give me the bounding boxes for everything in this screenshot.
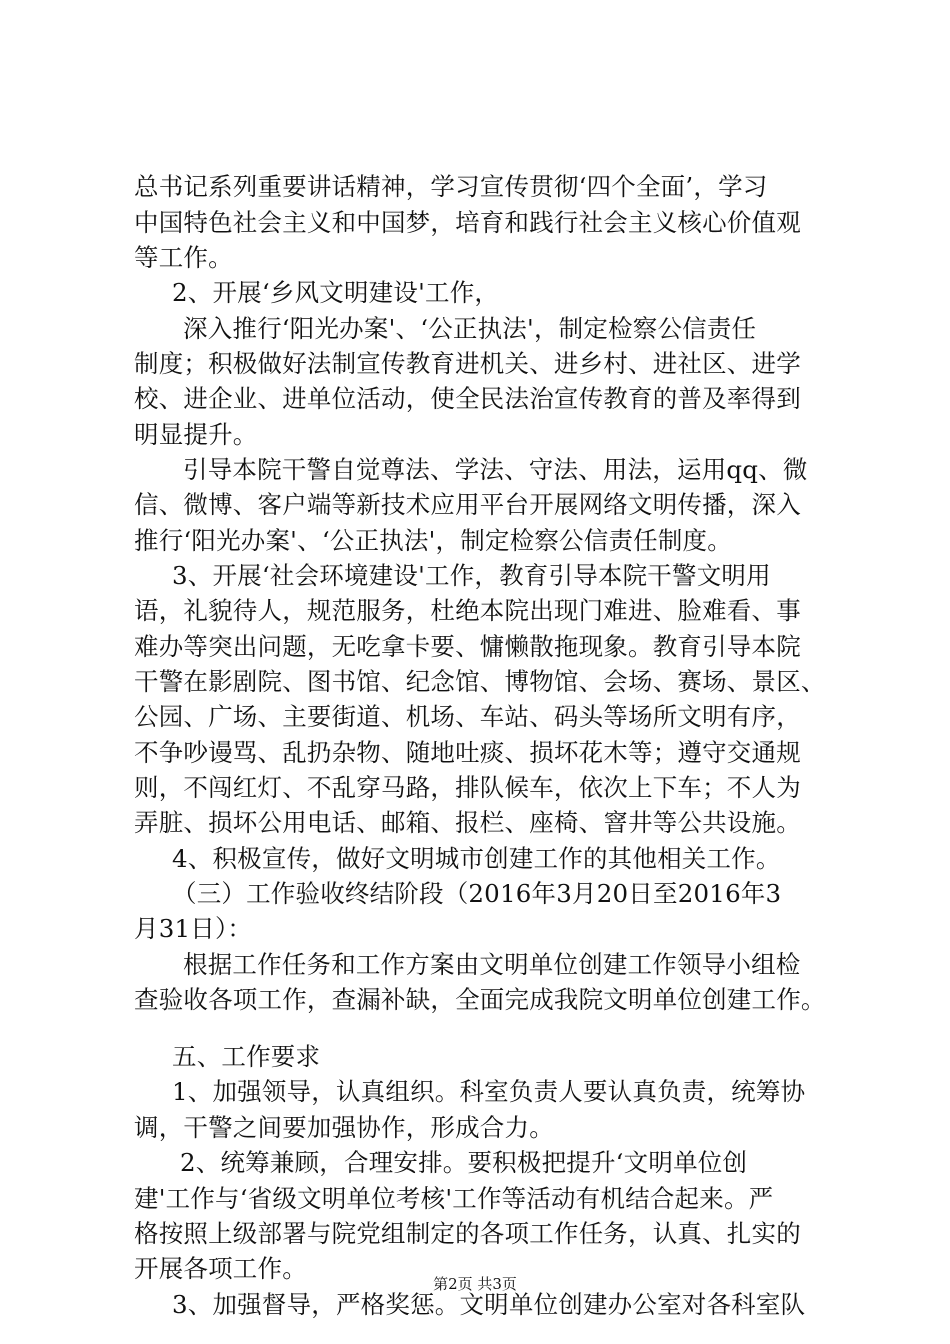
text-line: 弄脏、损坏公用电话、邮箱、报栏、座椅、窨井等公共设施。	[134, 808, 801, 837]
text-line: （三）工作验收终结阶段（2016年3月20日至2016年3	[172, 879, 782, 908]
page-number-footer: 第2页 共3页	[433, 1275, 517, 1293]
text-line: 深入推行‘阳光办案'、‘公正执法'，制定检察公信责任	[183, 314, 757, 343]
text-line: 不争吵谩骂、乱扔杂物、随地吐痰、损坏花木等；遵守交通规	[134, 738, 801, 767]
text-line: 根据工作任务和工作方案由文明单位创建工作领导小组检	[183, 950, 801, 979]
text-line: 公园、广场、主要街道、机场、车站、码头等场所文明有序，	[134, 702, 801, 731]
text-line: 总书记系列重要讲话精神，学习宣传贯彻‘四个全面’，学习	[134, 172, 768, 201]
text-line: 4、积极宣传，做好文明城市创建工作的其他相关工作。	[172, 844, 781, 873]
text-line: 调，干警之间要加强协作，形成合力。	[134, 1113, 554, 1142]
text-line: 建'工作与‘省级文明单位考核'工作等活动有机结合起来。严	[134, 1184, 774, 1213]
text-line: 1、加强领导，认真组织。科室负责人要认真负责，统筹协	[172, 1077, 806, 1106]
text-line: 2、开展‘乡风文明建设'工作，	[172, 278, 500, 307]
text-line: 校、进企业、进单位活动，使全民法治宣传教育的普及率得到	[134, 384, 801, 413]
text-line: 2、统筹兼顾，合理安排。要积极把提升‘文明单位创	[180, 1148, 748, 1177]
text-line: 制度；积极做好法制宣传教育进机关、进乡村、进社区、进学	[134, 349, 801, 378]
text-line: 难办等突出问题，无吃拿卡要、慵懒散拖现象。教育引导本院	[134, 632, 801, 661]
text-line: 引导本院干警自觉尊法、学法、守法、用法，运用qq、微	[183, 455, 808, 484]
text-line: 查验收各项工作，查漏补缺，全面完成我院文明单位创建工作。	[134, 985, 826, 1014]
text-line: 等工作。	[134, 243, 233, 272]
text-line: 中国特色社会主义和中国梦，培育和践行社会主义核心价值观	[134, 208, 801, 237]
text-line: 语，礼貌待人，规范服务，杜绝本院出现门难进、脸难看、事	[134, 596, 801, 625]
text-line: 信、微博、客户端等新技术应用平台开展网络文明传播，深入	[134, 490, 801, 519]
text-line: 月31日）：	[134, 914, 253, 943]
text-line: 3、加强督导，严格奖惩。文明单位创建办公室对各科室队	[172, 1290, 806, 1319]
text-line: 明显提升。	[134, 420, 258, 449]
text-line: 推行‘阳光办案'、‘公正执法'，制定检察公信责任制度。	[134, 526, 732, 555]
text-line: 开展各项工作。	[134, 1254, 307, 1283]
text-line: 则，不闯红灯、不乱穿马路，排队候车，依次上下车；不人为	[134, 773, 801, 802]
text-line: 格按照上级部署与院党组制定的各项工作任务，认真、扎实的	[134, 1219, 801, 1248]
text-line: 3、开展‘社会环境建设'工作，教育引导本院干警文明用	[172, 561, 771, 590]
text-line: 干警在影剧院、图书馆、纪念馆、博物馆、会场、赛场、景区、	[134, 667, 826, 696]
section-heading: 五、工作要求	[172, 1042, 321, 1071]
